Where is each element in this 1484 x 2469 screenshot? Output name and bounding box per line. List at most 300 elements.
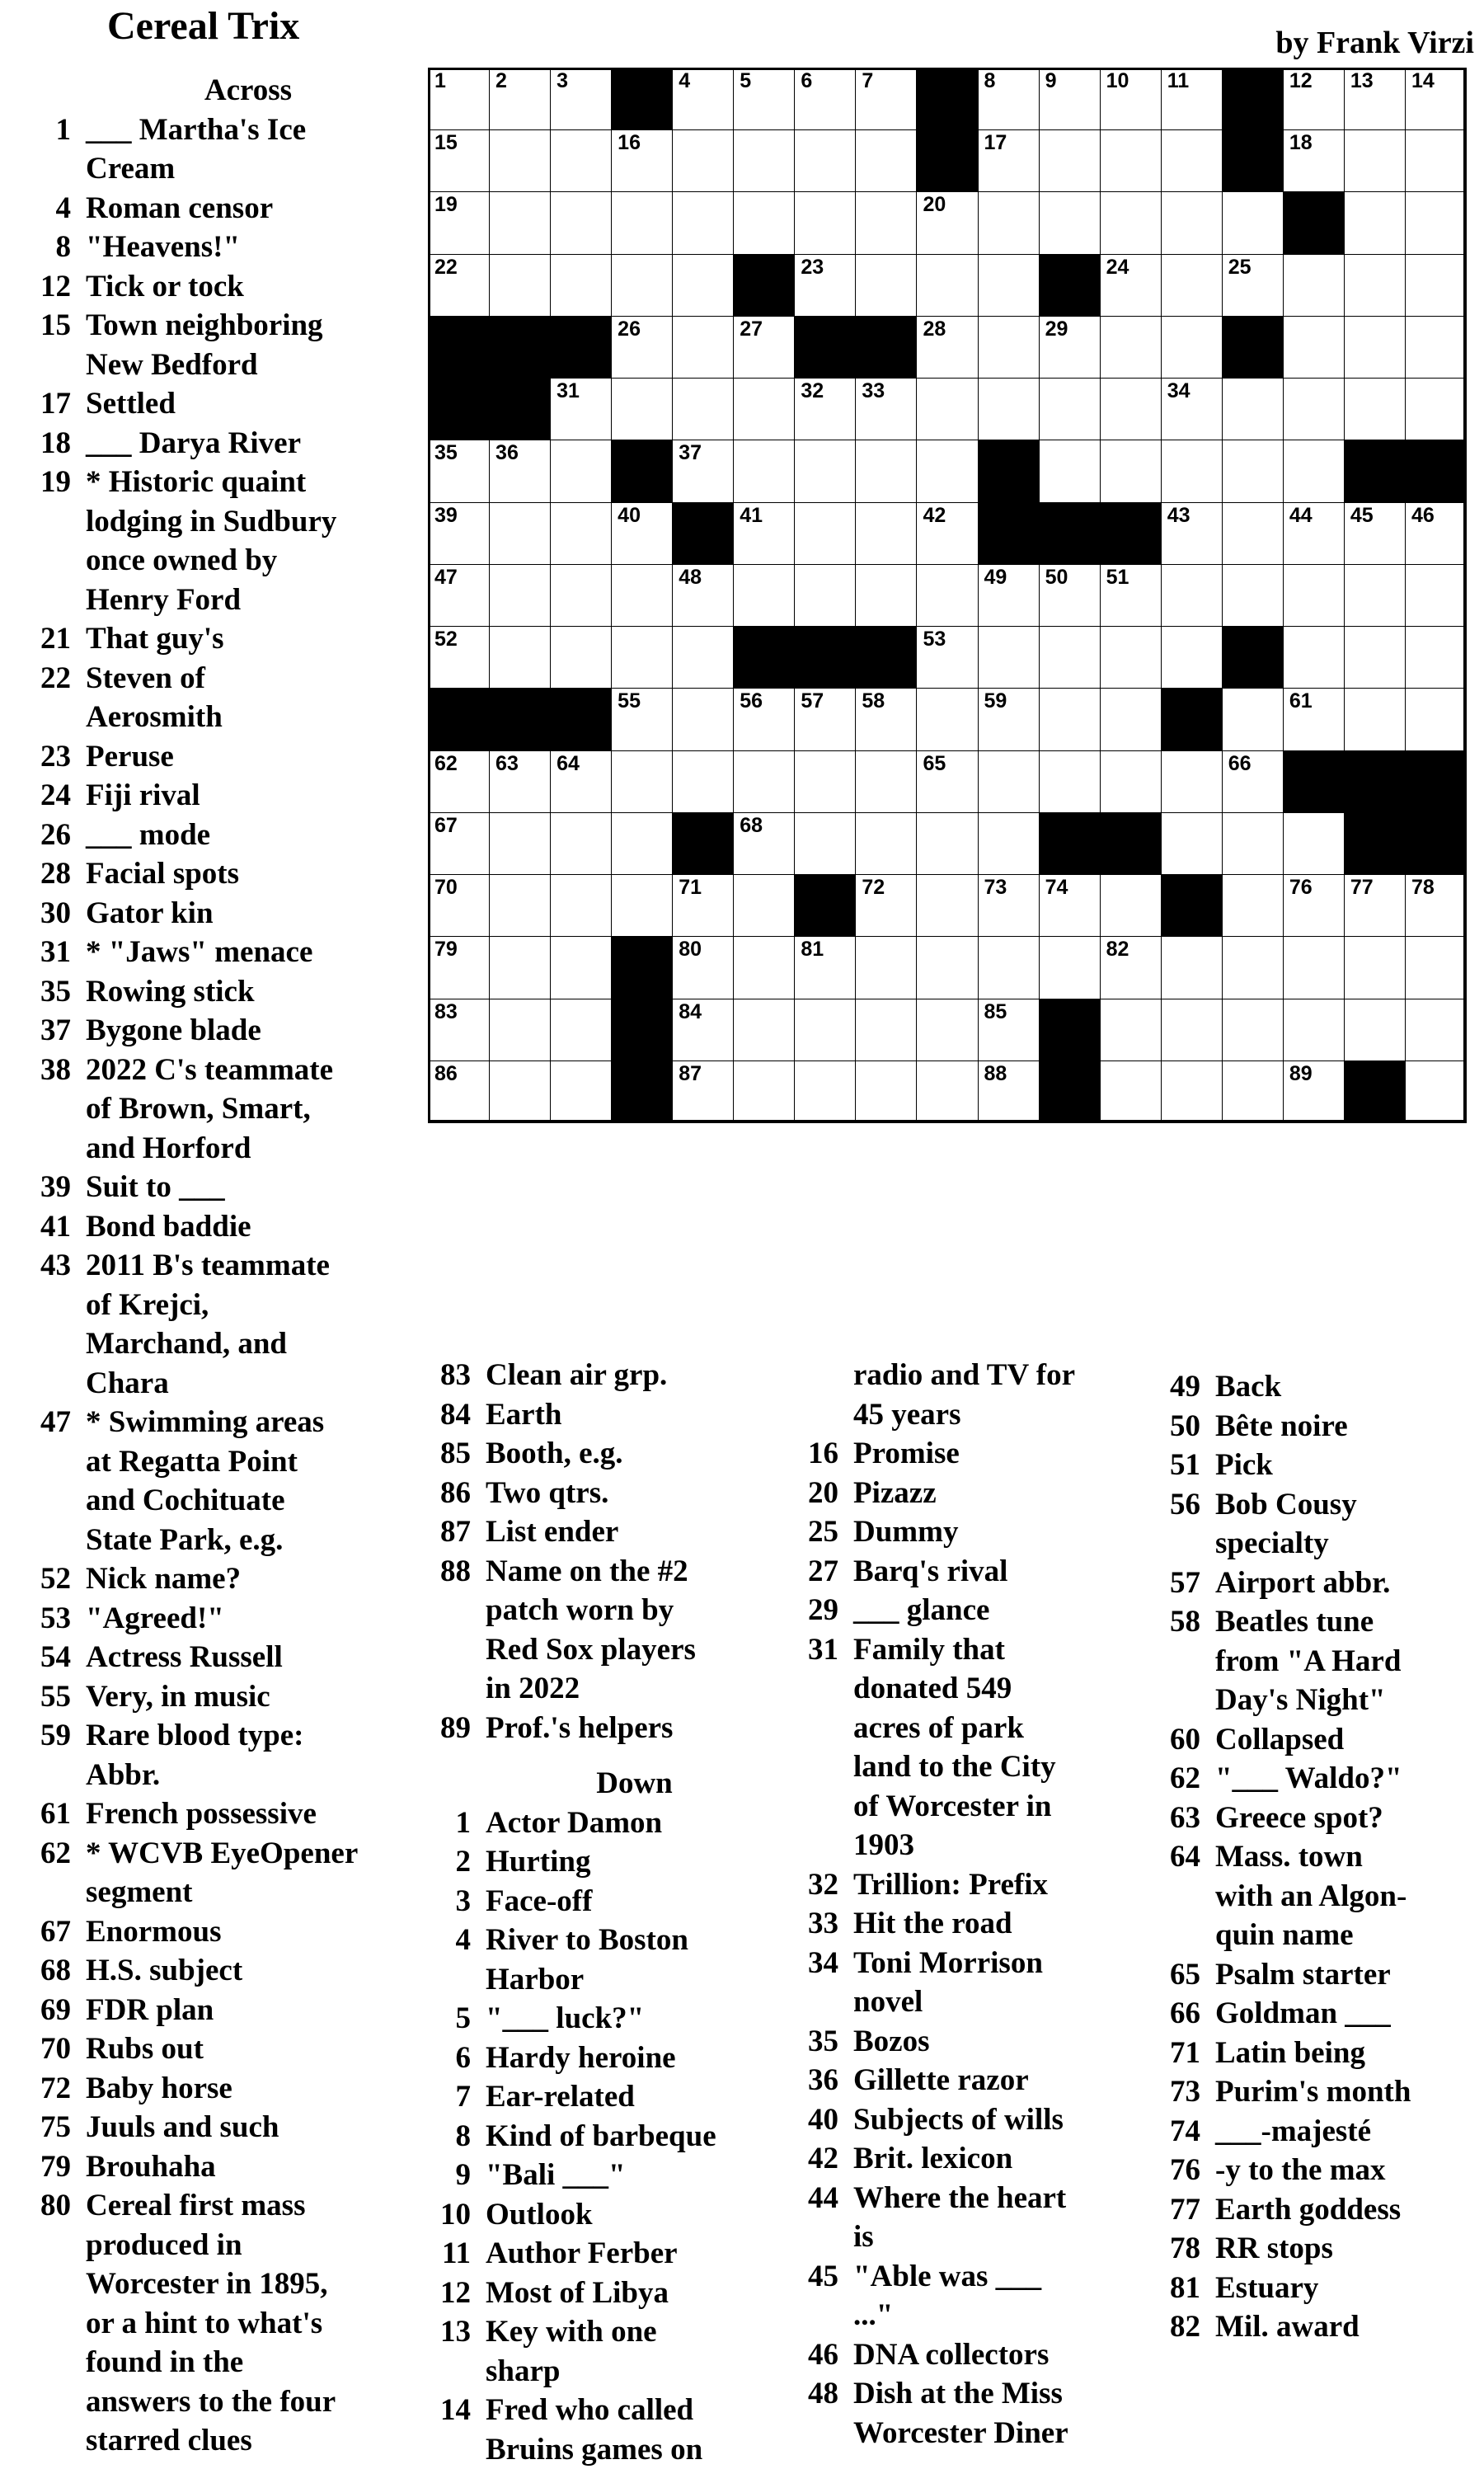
clue-number: 63: [1146, 1799, 1215, 1838]
grid-cell[interactable]: [855, 502, 917, 565]
grid-cell[interactable]: [611, 750, 673, 813]
grid-cell[interactable]: [1283, 254, 1345, 317]
grid-cell[interactable]: [794, 254, 856, 317]
grid-cell[interactable]: [1100, 688, 1162, 750]
grid-cell[interactable]: [611, 316, 673, 379]
grid-cell[interactable]: [672, 874, 734, 937]
grid-cell[interactable]: [672, 564, 734, 627]
grid-cell[interactable]: [1100, 750, 1162, 813]
grid-cell[interactable]: [1283, 502, 1345, 565]
grid-cell[interactable]: [428, 750, 490, 813]
grid-cell[interactable]: [611, 254, 673, 317]
clue-number: 7: [425, 2077, 486, 2117]
grid-cell[interactable]: [428, 191, 490, 254]
grid-cell[interactable]: [428, 68, 490, 130]
grid-cell[interactable]: [428, 999, 490, 1061]
grid-cell[interactable]: [1405, 68, 1467, 130]
cell-number: 47: [434, 567, 458, 588]
grid-cell[interactable]: [916, 191, 978, 254]
grid-cell[interactable]: [1222, 502, 1284, 565]
clue-text: [486, 2156, 783, 2195]
grid-cell[interactable]: [1405, 378, 1467, 440]
grid-cell[interactable]: [916, 626, 978, 689]
clue-number: 72: [15, 2069, 86, 2109]
grid-cell[interactable]: [1344, 68, 1406, 130]
grid-cell[interactable]: [1222, 1060, 1284, 1123]
grid-cell[interactable]: [672, 191, 734, 254]
grid-cell[interactable]: [489, 564, 551, 627]
grid-cell[interactable]: [1283, 812, 1345, 875]
grid-cell[interactable]: [794, 378, 856, 440]
grid-cell[interactable]: [428, 129, 490, 192]
grid-cell[interactable]: [1100, 254, 1162, 317]
grid-cell[interactable]: [1283, 378, 1345, 440]
clue: [787, 2022, 1134, 2062]
grid-cell[interactable]: [550, 68, 612, 130]
clue: [425, 2312, 783, 2391]
grid-cell[interactable]: [611, 378, 673, 440]
grid-cell[interactable]: [1039, 688, 1101, 750]
clue: [787, 2100, 1134, 2140]
grid-cell[interactable]: [1405, 191, 1467, 254]
grid-cell[interactable]: [1405, 564, 1467, 627]
clue-line: "Heavens!": [86, 228, 411, 267]
grid-cell[interactable]: [916, 254, 978, 317]
grid-cell[interactable]: [978, 626, 1040, 689]
grid-cell[interactable]: [611, 129, 673, 192]
grid-cell[interactable]: [1100, 316, 1162, 379]
grid-cell[interactable]: [611, 626, 673, 689]
grid-cell[interactable]: [1405, 316, 1467, 379]
clue: [15, 111, 411, 189]
clue: [15, 1011, 411, 1051]
grid-cell[interactable]: [489, 626, 551, 689]
grid-cell[interactable]: [1100, 440, 1162, 502]
grid-cell[interactable]: [428, 812, 490, 875]
grid-cell[interactable]: [733, 564, 795, 627]
grid-cell[interactable]: [489, 999, 551, 1061]
grid-cell[interactable]: [733, 936, 795, 999]
grid-cell[interactable]: [1344, 316, 1406, 379]
grid-cell[interactable]: [1161, 750, 1223, 813]
clue-line: patch worn by: [486, 1591, 783, 1630]
grid-cell[interactable]: [428, 874, 490, 937]
grid-cell[interactable]: [672, 440, 734, 502]
grid-cell[interactable]: [1222, 812, 1284, 875]
grid-cell[interactable]: [1405, 999, 1467, 1061]
grid-cell[interactable]: [916, 378, 978, 440]
grid-cell[interactable]: [1161, 440, 1223, 502]
clue-line: Very, in music: [86, 1677, 411, 1717]
grid-cell[interactable]: [1161, 999, 1223, 1061]
grid-cell[interactable]: [1283, 874, 1345, 937]
grid-cell[interactable]: [1161, 1060, 1223, 1123]
grid-cell[interactable]: [978, 254, 1040, 317]
grid-cell[interactable]: [978, 129, 1040, 192]
grid-cell[interactable]: [855, 564, 917, 627]
grid-cell[interactable]: [794, 68, 856, 130]
grid-cell[interactable]: [855, 750, 917, 813]
grid-cell[interactable]: [733, 316, 795, 379]
grid-cell[interactable]: [916, 874, 978, 937]
grid-cell[interactable]: [1222, 254, 1284, 317]
grid-cell[interactable]: [733, 68, 795, 130]
grid-cell[interactable]: [611, 564, 673, 627]
grid-cell-black: [916, 68, 978, 130]
grid-cell[interactable]: [855, 129, 917, 192]
grid-cell[interactable]: [1405, 502, 1467, 565]
grid-cell[interactable]: [550, 378, 612, 440]
grid-cell[interactable]: [855, 68, 917, 130]
grid-cell[interactable]: [1100, 936, 1162, 999]
grid-cell[interactable]: [855, 812, 917, 875]
grid-cell[interactable]: [978, 936, 1040, 999]
cell-number: 32: [801, 381, 824, 402]
clue-line: starred clues: [86, 2421, 411, 2461]
cell-number: 34: [1167, 381, 1190, 402]
grid-cell[interactable]: [1100, 564, 1162, 627]
grid-cell[interactable]: [1222, 874, 1284, 937]
grid-cell[interactable]: [1161, 626, 1223, 689]
grid-cell[interactable]: [550, 502, 612, 565]
grid-cell[interactable]: [733, 502, 795, 565]
grid-cell[interactable]: [672, 1060, 734, 1123]
clue-number: 44: [787, 2179, 853, 2257]
clue-number: 31: [15, 933, 86, 972]
clue-number: 12: [425, 2274, 486, 2313]
grid-cell[interactable]: [733, 1060, 795, 1123]
grid-cell[interactable]: [916, 440, 978, 502]
grid-cell[interactable]: [1344, 626, 1406, 689]
grid-cell[interactable]: [1405, 626, 1467, 689]
grid-cell[interactable]: [550, 129, 612, 192]
grid-cell[interactable]: [1222, 688, 1284, 750]
grid-cell[interactable]: [1405, 129, 1467, 192]
grid-cell[interactable]: [794, 191, 856, 254]
clue-number: 34: [787, 1944, 853, 2022]
grid-cell[interactable]: [489, 812, 551, 875]
grid-cell[interactable]: [916, 316, 978, 379]
grid-cell[interactable]: [1039, 129, 1101, 192]
clue-line: lodging in Sudbury: [86, 502, 411, 542]
grid-cell[interactable]: [1100, 626, 1162, 689]
clue-text: [86, 2029, 411, 2069]
grid-cell[interactable]: [550, 191, 612, 254]
clue-line: "___ Waldo?": [1215, 1759, 1476, 1799]
grid-cell[interactable]: [1344, 254, 1406, 317]
grid-cell[interactable]: [1344, 378, 1406, 440]
grid-cell[interactable]: [1222, 564, 1284, 627]
grid-cell-black: [1405, 440, 1467, 502]
grid-cell[interactable]: [1161, 68, 1223, 130]
grid-cell[interactable]: [855, 1060, 917, 1123]
grid-cell[interactable]: [550, 750, 612, 813]
clue-number: 77: [1146, 2190, 1215, 2230]
grid-cell[interactable]: [1161, 936, 1223, 999]
clue-text: [86, 854, 411, 894]
grid-cell[interactable]: [916, 812, 978, 875]
grid-cell[interactable]: [1222, 191, 1284, 254]
grid-cell[interactable]: [550, 812, 612, 875]
grid-cell[interactable]: [733, 812, 795, 875]
grid-cell[interactable]: [672, 688, 734, 750]
clue-line: Fred who called: [486, 2391, 783, 2430]
grid-cell[interactable]: [855, 999, 917, 1061]
clue: [15, 424, 411, 463]
grid-cell[interactable]: [672, 750, 734, 813]
grid-cell[interactable]: [1283, 688, 1345, 750]
grid-cell[interactable]: [855, 378, 917, 440]
grid-cell[interactable]: [1039, 191, 1101, 254]
grid-cell[interactable]: [733, 129, 795, 192]
clue-line: H.S. subject: [86, 1951, 411, 1991]
grid-cell[interactable]: [1100, 1060, 1162, 1123]
grid-cell[interactable]: [978, 688, 1040, 750]
grid-cell[interactable]: [1039, 626, 1101, 689]
clue-line: Prof.'s helpers: [486, 1709, 783, 1748]
grid-cell-black: [550, 688, 612, 750]
grid-cell[interactable]: [978, 874, 1040, 937]
clue-line: Baby horse: [86, 2069, 411, 2109]
grid-cell[interactable]: [550, 564, 612, 627]
grid-cell[interactable]: [794, 750, 856, 813]
grid-cell[interactable]: [1039, 874, 1101, 937]
grid-cell[interactable]: [916, 1060, 978, 1123]
grid-cell[interactable]: [916, 999, 978, 1061]
grid-cell[interactable]: [916, 502, 978, 565]
grid-cell[interactable]: [733, 688, 795, 750]
grid-cell[interactable]: [794, 564, 856, 627]
grid-cell[interactable]: [428, 254, 490, 317]
grid-cell[interactable]: [1100, 68, 1162, 130]
clue-line: Greece spot?: [1215, 1799, 1476, 1838]
grid-cell[interactable]: [794, 129, 856, 192]
grid-cell[interactable]: [1161, 316, 1223, 379]
grid-cell[interactable]: [978, 378, 1040, 440]
grid-cell[interactable]: [1161, 129, 1223, 192]
grid-cell[interactable]: [916, 936, 978, 999]
grid-cell[interactable]: [1161, 502, 1223, 565]
grid-cell[interactable]: [733, 999, 795, 1061]
grid-cell[interactable]: [489, 440, 551, 502]
grid-cell[interactable]: [1283, 564, 1345, 627]
grid-cell[interactable]: [1344, 191, 1406, 254]
grid-cell[interactable]: [855, 191, 917, 254]
grid-cell[interactable]: [855, 254, 917, 317]
grid-cell[interactable]: [611, 688, 673, 750]
grid-cell[interactable]: [611, 502, 673, 565]
grid-cell[interactable]: [1344, 502, 1406, 565]
grid-cell[interactable]: [672, 129, 734, 192]
grid-cell[interactable]: [1100, 378, 1162, 440]
grid-cell[interactable]: [855, 440, 917, 502]
grid-cell[interactable]: [428, 564, 490, 627]
cell-number: 87: [679, 1064, 702, 1084]
grid-cell[interactable]: [1039, 750, 1101, 813]
grid-cell[interactable]: [611, 812, 673, 875]
grid-cell[interactable]: [1344, 999, 1406, 1061]
grid-cell[interactable]: [1344, 564, 1406, 627]
grid-cell[interactable]: [1039, 936, 1101, 999]
grid-cell[interactable]: [916, 564, 978, 627]
grid-cell[interactable]: [855, 874, 917, 937]
grid-cell[interactable]: [1405, 254, 1467, 317]
grid-cell[interactable]: [428, 440, 490, 502]
grid-cell[interactable]: [1161, 378, 1223, 440]
grid-cell[interactable]: [672, 936, 734, 999]
grid-cell[interactable]: [550, 440, 612, 502]
grid-cell[interactable]: [1344, 129, 1406, 192]
clue-number: 80: [15, 2186, 86, 2461]
cell-number: 85: [984, 1002, 1007, 1023]
grid-cell[interactable]: [428, 626, 490, 689]
clue-line: 2011 B's teammate: [86, 1246, 411, 1286]
grid-cell[interactable]: [794, 1060, 856, 1123]
grid-cell[interactable]: [978, 812, 1040, 875]
grid-cell[interactable]: [1405, 688, 1467, 750]
clue: [787, 1904, 1134, 1944]
grid-cell[interactable]: [1405, 874, 1467, 937]
clue-number: 28: [15, 854, 86, 894]
clue-line: found in the: [86, 2343, 411, 2382]
cell-number: 8: [984, 71, 996, 92]
clue-number: 1: [425, 1804, 486, 1843]
grid-cell[interactable]: [1039, 68, 1101, 130]
grid-cell[interactable]: [428, 936, 490, 999]
grid-cell[interactable]: [489, 750, 551, 813]
grid-cell[interactable]: [550, 936, 612, 999]
grid-cell[interactable]: [794, 936, 856, 999]
grid-cell[interactable]: [1100, 874, 1162, 937]
grid-cell[interactable]: [794, 999, 856, 1061]
grid-cell[interactable]: [916, 688, 978, 750]
clue-text: [853, 1944, 1134, 2022]
grid-cell[interactable]: [794, 502, 856, 565]
grid-cell[interactable]: [489, 1060, 551, 1123]
grid-cell-black: [794, 874, 856, 937]
clue-number: 27: [787, 1552, 853, 1592]
grid-cell[interactable]: [1283, 68, 1345, 130]
down-header: Down: [425, 1764, 783, 1804]
grid-cell[interactable]: [1283, 316, 1345, 379]
clue-line: ___-majesté: [1215, 2112, 1476, 2152]
grid-cell[interactable]: [794, 688, 856, 750]
grid-cell[interactable]: [1222, 750, 1284, 813]
grid-cell[interactable]: [978, 750, 1040, 813]
grid-cell[interactable]: [550, 626, 612, 689]
grid-cell[interactable]: [489, 254, 551, 317]
grid-cell[interactable]: [1344, 936, 1406, 999]
grid-cell[interactable]: [1161, 254, 1223, 317]
grid-cell[interactable]: [1039, 316, 1101, 379]
grid-cell[interactable]: [733, 750, 795, 813]
grid-cell[interactable]: [1161, 564, 1223, 627]
grid-cell[interactable]: [855, 688, 917, 750]
grid-cell[interactable]: [978, 191, 1040, 254]
grid-cell[interactable]: [1283, 999, 1345, 1061]
grid-cell[interactable]: [978, 68, 1040, 130]
grid-cell[interactable]: [1222, 999, 1284, 1061]
grid-cell[interactable]: [1222, 440, 1284, 502]
grid-cell[interactable]: [1405, 936, 1467, 999]
grid-cell[interactable]: [489, 129, 551, 192]
grid-cell[interactable]: [1039, 440, 1101, 502]
grid-cell[interactable]: [978, 1060, 1040, 1123]
clue: [787, 1865, 1134, 1905]
grid-cell[interactable]: [489, 191, 551, 254]
clue-text: [1215, 1485, 1476, 1564]
grid-cell[interactable]: [489, 874, 551, 937]
grid-cell[interactable]: [733, 440, 795, 502]
grid-cell[interactable]: [733, 874, 795, 937]
grid-cell[interactable]: [428, 1060, 490, 1123]
grid-cell[interactable]: [489, 502, 551, 565]
clue-line: Collapsed: [1215, 1720, 1476, 1760]
grid-cell[interactable]: [672, 378, 734, 440]
grid-cell[interactable]: [1039, 378, 1101, 440]
grid-cell[interactable]: [1100, 129, 1162, 192]
grid-cell[interactable]: [1222, 378, 1284, 440]
grid-cell-black: [855, 316, 917, 379]
grid-cell[interactable]: [1283, 936, 1345, 999]
grid-cell[interactable]: [611, 874, 673, 937]
grid-cell[interactable]: [1283, 1060, 1345, 1123]
grid-cell[interactable]: [489, 936, 551, 999]
clue-number: 55: [15, 1677, 86, 1717]
grid-cell[interactable]: [1344, 874, 1406, 937]
cell-number: 81: [801, 939, 824, 960]
grid-cell[interactable]: [1344, 688, 1406, 750]
grid-cell[interactable]: [489, 68, 551, 130]
grid-cell[interactable]: [550, 874, 612, 937]
grid-cell[interactable]: [428, 502, 490, 565]
grid-cell[interactable]: [794, 440, 856, 502]
grid-cell[interactable]: [672, 999, 734, 1061]
grid-cell[interactable]: [733, 191, 795, 254]
grid-cell[interactable]: [1161, 812, 1223, 875]
grid-cell[interactable]: [978, 564, 1040, 627]
grid-cell[interactable]: [1283, 440, 1345, 502]
grid-cell[interactable]: [1100, 191, 1162, 254]
grid-cell[interactable]: [855, 936, 917, 999]
clue-number: 88: [425, 1552, 486, 1709]
grid-cell[interactable]: [733, 378, 795, 440]
clue: [787, 2139, 1134, 2179]
grid-cell[interactable]: [978, 999, 1040, 1061]
clue-text: [1215, 1367, 1476, 1407]
grid-cell[interactable]: [672, 254, 734, 317]
grid-cell[interactable]: [672, 68, 734, 130]
grid-cell[interactable]: [550, 254, 612, 317]
grid-cell[interactable]: [1283, 129, 1345, 192]
grid-cell[interactable]: [672, 626, 734, 689]
grid-cell[interactable]: [916, 750, 978, 813]
grid-cell[interactable]: [550, 1060, 612, 1123]
grid-cell[interactable]: [611, 191, 673, 254]
grid-cell[interactable]: [1222, 936, 1284, 999]
grid-cell[interactable]: [550, 999, 612, 1061]
grid-cell[interactable]: [1405, 1060, 1467, 1123]
clue-line: specialty: [1215, 1524, 1476, 1564]
grid-cell[interactable]: [1161, 191, 1223, 254]
grid-cell[interactable]: [794, 812, 856, 875]
grid-cell[interactable]: [1283, 626, 1345, 689]
grid-cell[interactable]: [978, 316, 1040, 379]
grid-cell[interactable]: [672, 316, 734, 379]
grid-cell[interactable]: [1100, 999, 1162, 1061]
clue-text: [86, 2147, 411, 2187]
grid-cell[interactable]: [1039, 564, 1101, 627]
